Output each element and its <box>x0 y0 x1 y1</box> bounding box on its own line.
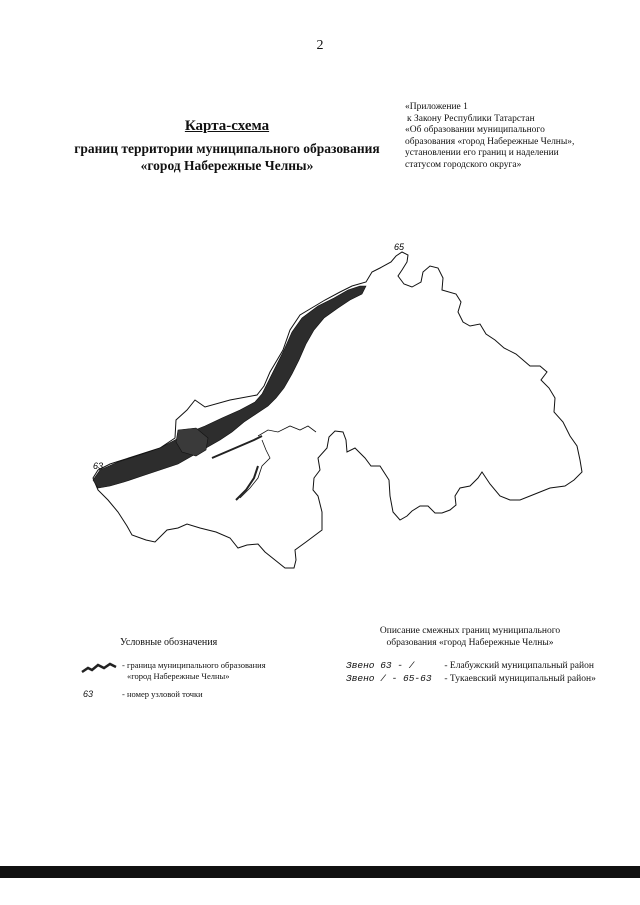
description-row-1 <box>346 660 594 671</box>
appendix-line6: статусом городского округа» <box>405 159 522 170</box>
legend-node-text: - номер узловой точки <box>122 689 203 699</box>
description-row-2 <box>346 673 596 684</box>
river-branch <box>240 426 316 498</box>
node-label-65: 65 <box>394 242 405 252</box>
node-label-63: 63 <box>93 461 104 471</box>
appendix-line5: установлении его границ и наделении <box>405 148 559 158</box>
boundary-symbol-icon <box>80 660 122 676</box>
river-strip <box>93 286 366 488</box>
legend-node-number: 63 <box>83 689 94 699</box>
description-heading <box>370 625 570 649</box>
appendix-line1: «Приложение 1 <box>405 102 468 112</box>
river-channel <box>212 436 262 500</box>
description-row-1-code: Звено 63 - / <box>346 660 415 671</box>
appendix-line2: к Закону Республики Татарстан <box>407 113 535 124</box>
description-heading-line1: Описание смежных границ муниципального <box>379 626 561 636</box>
appendix-line4: образования «город Набережные Челны», <box>405 136 575 147</box>
map-subtitle-line1: границ территории муниципального образования <box>74 141 380 156</box>
page-number: 2 <box>316 38 324 53</box>
map-subtitle-line2: «город Набережные Челны» <box>140 158 314 173</box>
legend-heading: Условные обозначения <box>120 637 218 648</box>
legend-node-row <box>80 689 340 703</box>
description-row-2-text: - Тукаевский муниципальный район» <box>444 674 596 684</box>
description-row-2-code: Звено / - 65-63 <box>346 673 432 684</box>
legend-boundary-text-line2: «город Набережные Челны» <box>127 670 230 681</box>
description-row-1-text: - Елабужский муниципальный район <box>444 661 594 671</box>
appendix-line3: «Об образовании муниципального <box>405 125 545 135</box>
legend-boundary-row <box>80 660 340 684</box>
scan-edge-bar <box>0 866 640 878</box>
description-heading-line2: образования «город Набережные Челны» <box>386 638 554 648</box>
legend-boundary-text-line1: - граница муниципального образования <box>122 660 266 670</box>
map-title: Карта-схема <box>184 118 270 134</box>
